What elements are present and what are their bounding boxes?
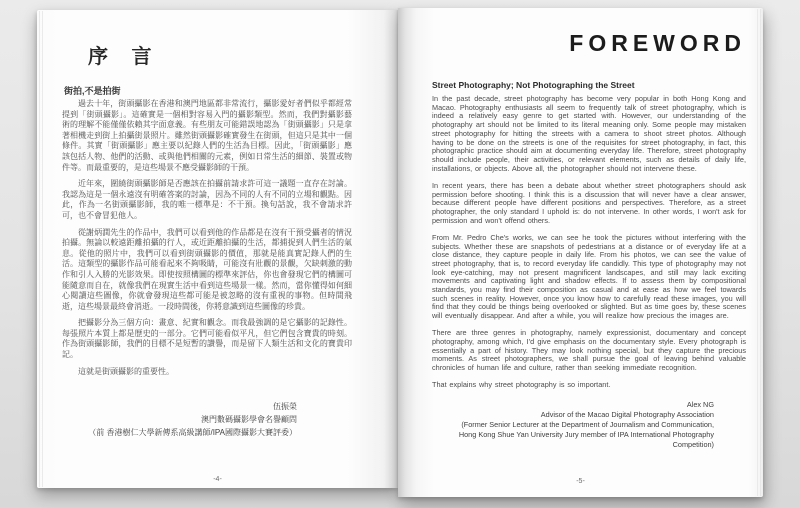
cn-paragraph-2: 近年來，圍繞街頭攝影師是否應該在拍攝前請求許可這一議題一直存在討論。我認為這是一個永遠沒有明確答案的討論，因為不同的人有不同的立場和觀點。因此，作為一名街頭攝影師，我的唯一標準是：不干預。換句話說，我不會請求許可，也不會冒犯他人。: [62, 179, 352, 220]
author-credentials-english-line1: (Former Senior Lecturer at the Department of Journalism and Communication,: [461, 420, 714, 429]
signature-block-english: [432, 400, 746, 450]
en-paragraph-5: That explains why street photography is so important.: [432, 380, 611, 390]
page-stack-edge-right: [757, 9, 761, 496]
en-paragraph-1: In the past decade, street photography has become very popular in both Hong Kong and Macao. Photography enthusiasts all seem to frequently talk of street photography, which is indeed a relatively easy genre to get started with. However, our understanding of the photography art should not be limited to its literal meaning only. Some people may mistaken street photography for hitting the streets with a camera to shoot street photos. Although having to be done on the streets is one of the requisites for street photography, in fact, this photographic practice should aim at documenting everyday life. Therefore, street photography should include people, their activities, or relevant elements, such as details of daily life, installations, or objects. Above all, the photographer should not intervene these.: [432, 94, 746, 173]
preface-body-chinese: [62, 99, 352, 383]
preface-title-chinese: 序 言: [88, 46, 161, 68]
foreword-subtitle: Street Photography; Not Photographing the Street: [432, 80, 635, 90]
foreword-body: [432, 95, 746, 399]
preface-subtitle-chinese: 街拍,不是拍街: [64, 86, 121, 96]
right-page: [398, 8, 763, 497]
cn-paragraph-1: 過去十年，街頭攝影在香港和澳門地區都非常流行，攝影愛好者們似乎都經常提到「街頭攝影」。這確實是一個相對容易入門的攝影類型。然而，我們對攝影藝術的理解不能僅僅依賴其字面意義。有些朋友可能錯誤地認為「街頭攝影」只是拿著相機走到街上拍攝街景照片。雖然街頭攝影確實發生在街頭，但這只是其中一個條件。其實「街頭攝影」應主要以紀錄人們的生活為目標。因此，「街頭攝影」應該包括人物、他們的活動、或與他們相關的元素，例如日常生活的細節、裝置或物件等。而最重要的，是這些場景不應受攝影師的干預。: [62, 99, 352, 172]
foreword-title: FOREWORD: [569, 30, 746, 56]
author-credentials-english-line2: Hong Kong Shue Yan University Jury member of IPA International Photography Competition): [458, 430, 714, 449]
en-paragraph-3: From Mr. Pedro Che's works, we can see he took the pictures without interfering with the subjects. Whether these are snapshots of pedestrians at a distance or of everyday life at a close distance, they capture people in daily life. From his photos, we can see the value of street photography, that is, to record everyday life candidly. This type of photography may not look eye-catching, may not present magnificent landscapes, and still may lack exciting movements and captivating light and shadow effects. If to assess them by compositional standards, you may find their composition as casual and at ease as how we feel towards such scenes in reality. However, once you know how to carefully read these images, you will find that they could be things being overlooked or slighted. But as time goes by, these scenes will eventually disappear. And after a while, you will realize how precious the images are.: [432, 232, 746, 321]
cn-paragraph-3: 從謝炳潤先生的作品中，我們可以看到他的作品都是在沒有干預受攝者的情況拍攝。無論以較遠距離拍攝的行人，或近距離拍攝的生活，都捕捉到人們生活的氣息。從他的照片中，我們可以看到街頭攝影的價值，那就是能真實記錄人們的生活。這類型的攝影作品可能看起來不夠吸睛，可能沒有壯觀的景觀，欠缺刺激的動作和引人入勝的光影效果。即使按照構圖的標準來評估，你也會發現它們的構圖可能隨意而自在，就像我們在現實生活中看到這些場景一樣。然而，當你懂得如何細心閱讀這些圖像，你就會發現這些都可能是被忽略的沒有重視的事物。但時間飛逝，這些場景最終會消逝。一段時間後，你將意識到這些圖像的珍貴。: [62, 227, 352, 311]
signature-block-chinese: [62, 400, 352, 439]
author-role-chinese: 澳門數碼攝影學會名譽顧問: [201, 415, 297, 424]
en-paragraph-4: There are three genres in photography, namely expressionist, documentary and concept photography, among which, I'd give emphasis on the documentary style. Every photograph is essentially a part of history. They may look nothing special, but they capture the precious moments. As street photographers, we shall pursue the goal of leaving behind valuable chronicles of human life and culture, rather than seeking immediate recognition.: [432, 328, 746, 373]
author-name-chinese: 伍振榮: [273, 402, 297, 411]
cn-paragraph-4: 把攝影分為三個方向：畫意、紀實和觀念。而我最強調的是它攝影的記錄性。每張照片本質上都是歷史的一部分。它們可能看似平凡，但它們包含寶貴的時刻。作為街頭攝影師，我們的目標不是短暫的讚譽，而是留下人類生活和文化的寶貴印記。: [62, 318, 352, 360]
en-paragraph-2: In recent years, there has been a debate about whether street photographers should ask permission before shooting. I think this is a discussion that will never have a clear answer, because different people have different positions and perspectives. Therefore, as a street photographer, the only standard I uphold is: do not intervene. In other words, I won't ask for permission and won't offend others.: [432, 180, 746, 225]
page-number-left: -4-: [213, 476, 222, 483]
author-credentials-chinese: （前 香港樹仁大學新傳系高級講師/IPA國際攝影大賽評委）: [88, 428, 297, 437]
open-book: [37, 8, 763, 498]
cn-paragraph-5: 這就是街頭攝影的重要性。: [78, 366, 174, 376]
page-number-right: -5-: [576, 478, 585, 485]
author-name-english: Alex NG: [686, 400, 714, 409]
left-page: [37, 10, 398, 488]
page-stack-edge-left: [39, 11, 43, 487]
author-role-english: Advisor of the Macao Digital Photography Association: [540, 410, 714, 419]
